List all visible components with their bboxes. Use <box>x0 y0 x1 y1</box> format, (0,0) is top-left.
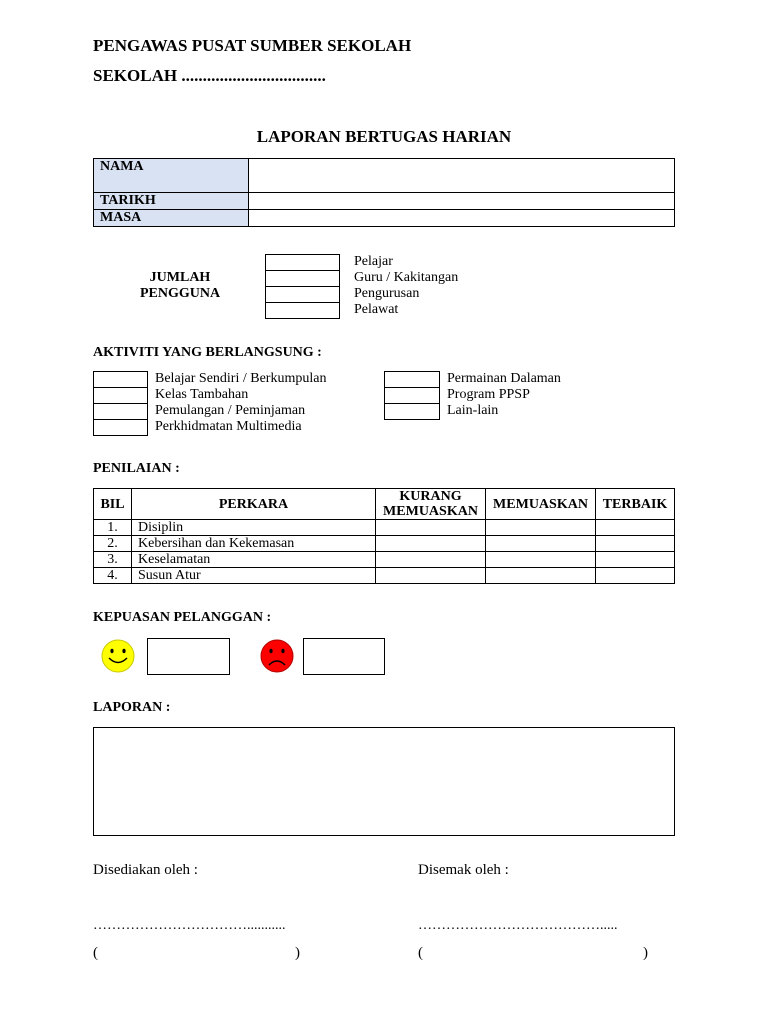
disemak-open-paren: ( <box>418 945 423 961</box>
list-item: Program PPSP <box>447 387 530 402</box>
pengguna-label: PENGGUNA <box>139 286 221 301</box>
aktiviti-box[interactable] <box>384 403 440 420</box>
col-memuaskan: MEMUASKAN <box>486 489 596 520</box>
masa-field[interactable] <box>249 210 675 227</box>
info-table <box>93 158 675 227</box>
rating-cell[interactable] <box>596 536 675 552</box>
masa-label: MASA <box>94 210 249 227</box>
pelajar-box[interactable] <box>265 254 340 271</box>
row-perkara: Keselamatan <box>132 552 376 568</box>
list-item: Pemulangan / Peminjaman <box>155 403 306 418</box>
nama-label: NAMA <box>94 159 249 193</box>
col-bil: BIL <box>94 489 132 520</box>
rating-cell[interactable] <box>376 568 486 584</box>
list-item: Perkhidmatan Multimedia <box>155 419 302 434</box>
jumlah-label: JUMLAH <box>149 270 211 285</box>
aktiviti-box[interactable] <box>93 371 148 388</box>
disemak-close-paren: ) <box>643 945 648 961</box>
penilaian-table <box>93 488 675 584</box>
list-item: Pelawat <box>354 302 399 317</box>
disediakan-label: Disediakan oleh : <box>93 862 198 878</box>
aktiviti-right-list <box>447 371 561 419</box>
rating-cell[interactable] <box>596 552 675 568</box>
row-perkara: Susun Atur <box>132 568 376 584</box>
disediakan-close-paren: ) <box>295 945 300 961</box>
laporan-heading: LAPORAN : <box>93 700 171 715</box>
col-kurang-memuaskan <box>376 489 486 520</box>
list-item: Pelajar <box>354 254 393 269</box>
list-item: Guru / Kakitangan <box>354 270 459 285</box>
kepuasan-heading: KEPUASAN PELANGGAN : <box>93 610 272 625</box>
happy-face-icon <box>100 639 136 673</box>
tarikh-field[interactable] <box>249 193 675 210</box>
row-bil: 4. <box>94 568 132 584</box>
aktiviti-box[interactable] <box>384 371 440 388</box>
aktiviti-box[interactable] <box>93 403 148 420</box>
aktiviti-heading: AKTIVITI YANG BERLANGSUNG : <box>93 345 322 360</box>
disemak-signature-line: …………………………………..... <box>418 918 618 933</box>
col-kurang-line2: MEMUASKAN <box>383 504 478 519</box>
list-item: Pengurusan <box>354 286 420 301</box>
pengguna-list <box>354 254 458 318</box>
header-line-1: PENGAWAS PUSAT SUMBER SEKOLAH <box>93 36 412 55</box>
pelawat-box[interactable] <box>265 302 340 319</box>
table-row <box>94 536 675 552</box>
rating-cell[interactable] <box>486 536 596 552</box>
col-perkara: PERKARA <box>132 489 376 520</box>
list-item: Belajar Sendiri / Berkumpulan <box>155 371 327 386</box>
list-item: Lain-lain <box>447 403 499 418</box>
page-title: LAPORAN BERTUGAS HARIAN <box>256 127 512 146</box>
aktiviti-left-list <box>155 371 326 435</box>
laporan-textarea[interactable] <box>93 727 675 836</box>
rating-cell[interactable] <box>596 520 675 536</box>
col-terbaik: TERBAIK <box>596 489 675 520</box>
guru-box[interactable] <box>265 270 340 287</box>
rating-cell[interactable] <box>486 552 596 568</box>
penilaian-heading: PENILAIAN : <box>93 461 180 476</box>
header-line-2: SEKOLAH .................................. <box>93 66 326 85</box>
aktiviti-box[interactable] <box>93 387 148 404</box>
row-bil: 2. <box>94 536 132 552</box>
disediakan-open-paren: ( <box>93 945 98 961</box>
pengurusan-box[interactable] <box>265 286 340 303</box>
disemak-label: Disemak oleh : <box>418 862 509 878</box>
jumlah-pengguna-label <box>120 270 240 302</box>
aktiviti-box[interactable] <box>384 387 440 404</box>
table-row <box>94 520 675 536</box>
rating-cell[interactable] <box>376 520 486 536</box>
sad-face-icon <box>259 639 295 673</box>
table-row <box>94 568 675 584</box>
nama-field[interactable] <box>249 159 675 193</box>
rating-cell[interactable] <box>486 568 596 584</box>
col-kurang-line1: KURANG <box>399 489 462 504</box>
rating-cell[interactable] <box>376 536 486 552</box>
list-item: Permainan Dalaman <box>447 371 561 386</box>
table-row <box>94 552 675 568</box>
aktiviti-box[interactable] <box>93 419 148 436</box>
happy-count-box[interactable] <box>147 638 230 675</box>
tarikh-label: TARIKH <box>94 193 249 210</box>
sad-count-box[interactable] <box>303 638 385 675</box>
list-item: Kelas Tambahan <box>155 387 249 402</box>
row-bil: 3. <box>94 552 132 568</box>
row-perkara: Disiplin <box>132 520 376 536</box>
row-perkara: Kebersihan dan Kekemasan <box>132 536 376 552</box>
rating-cell[interactable] <box>486 520 596 536</box>
rating-cell[interactable] <box>596 568 675 584</box>
disediakan-signature-line: ……………………………........... <box>93 918 286 933</box>
rating-cell[interactable] <box>376 552 486 568</box>
row-bil: 1. <box>94 520 132 536</box>
